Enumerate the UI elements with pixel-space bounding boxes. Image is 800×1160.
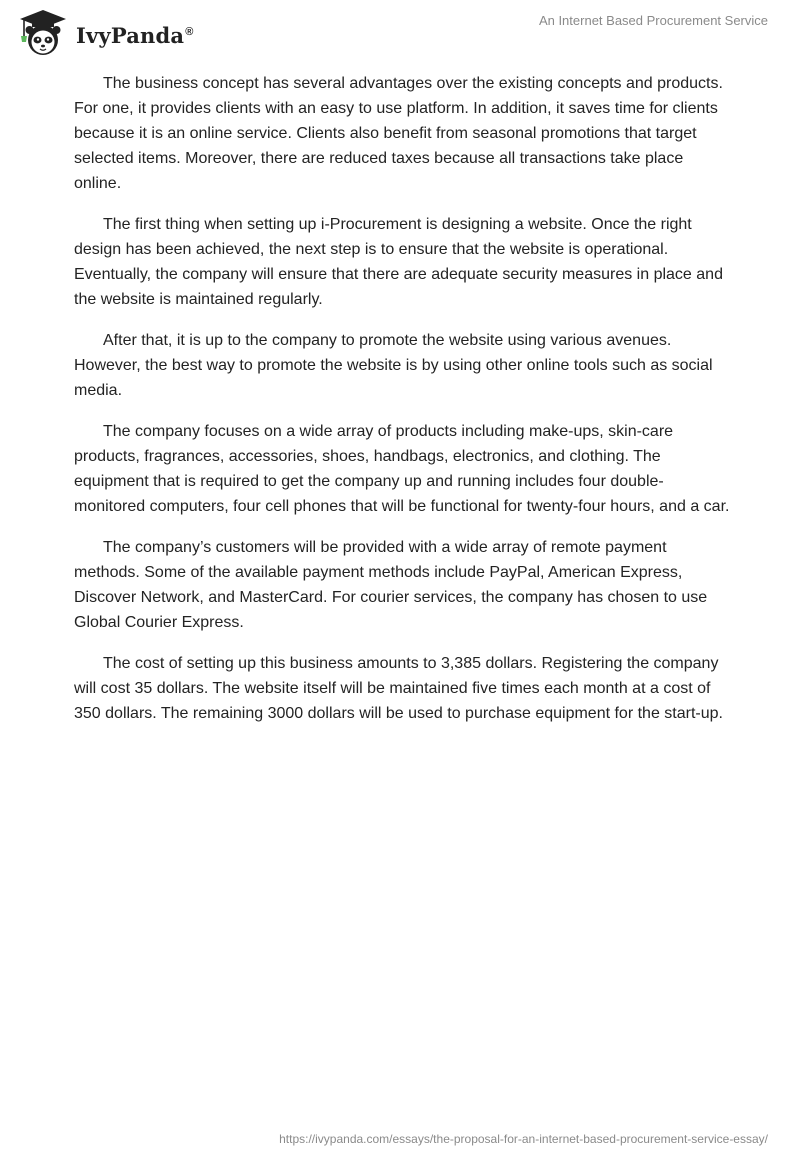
brand-name: IvyPanda®	[76, 22, 194, 48]
registered-mark: ®	[185, 25, 194, 38]
paragraph-setup: The first thing when setting up i-Procurement is designing a website. Once the right design has been achieved, the next step is to ensure that the website is operational. Eventually, the company will ensure that there are adequate security measures in place and the website is maintained regularly.	[74, 216, 723, 308]
paragraph-cost: The cost of setting up this business amounts to 3,385 dollars. Registering the company will cost 35 dollars. The website itself will be maintained five times each month at a cost of 350 dollars. The remaining 3000 dollars will be used to purchase equipment for the start-up.	[74, 655, 723, 722]
paragraph-advantages: The business concept has several advantages over the existing concepts and products. For one, it provides clients with an easy to use platform. In addition, it saves time for clients because it is an online service. Clients also benefit from seasonal promotions that target selected items. Moreover, there are reduced taxes because all transactions take place online.	[74, 75, 723, 192]
paragraph-promotion: After that, it is up to the company to promote the website using various avenues. However, the best way to promote the website is by using other online tools such as social media.	[74, 332, 713, 399]
essay-body	[74, 71, 734, 742]
page-header	[0, 0, 800, 70]
document-title: An Internet Based Procurement Service	[538, 13, 768, 28]
source-url-link[interactable]: https://ivypanda.com/essays/the-proposal-for-an-internet-based-procurement-service-essay/	[279, 1132, 768, 1146]
paragraph-products: The company focuses on a wide array of products including make-ups, skin-care products, fragrances, accessories, shoes, handbags, electronics, and clothing. The equipment that is required to get the company up and running includes four double-monitored computers, four cell phones that will be functional for twenty-four hours, and a car.	[74, 423, 730, 515]
paragraph-payment: The company’s customers will be provided with a wide array of remote payment methods. Some of the available payment methods include PayPal, American Express, Discover Network, and MasterCard. For courier services, the company has chosen to use Global Courier Express.	[74, 539, 708, 631]
panda-graduate-logo-icon	[14, 8, 72, 58]
brand-logo[interactable]	[14, 8, 194, 58]
